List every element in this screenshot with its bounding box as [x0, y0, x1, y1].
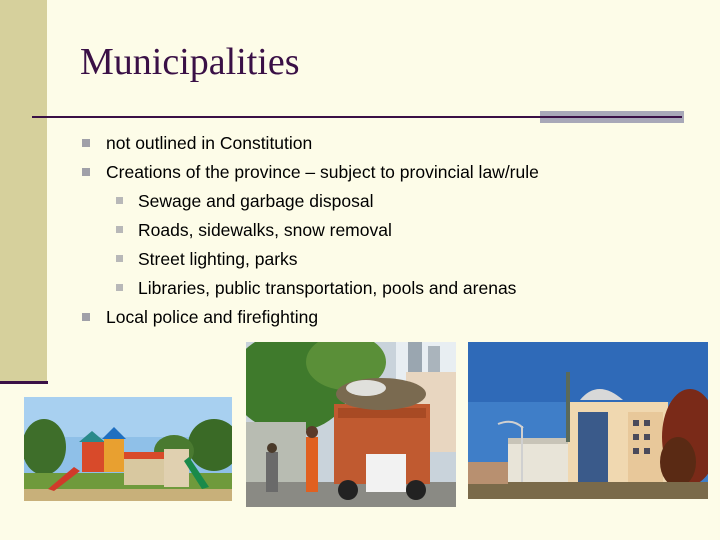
bullet-square-icon [116, 255, 123, 262]
playground-photo [24, 397, 232, 501]
left-accent-band [0, 0, 47, 384]
sub-bullet-item [82, 276, 539, 305]
bullet-text: Sewage and garbage disposal [138, 191, 374, 211]
bullet-square-icon [116, 226, 123, 233]
bullet-text: Libraries, public transportation, pools and arenas [138, 278, 517, 298]
bullet-text: Local police and firefighting [106, 307, 319, 327]
bullet-square-icon [82, 313, 90, 321]
bullet-square-icon [82, 139, 90, 147]
bullet-text: Roads, sidewalks, snow removal [138, 220, 392, 240]
sub-bullet-item [82, 247, 539, 276]
garbage-truck-photo [246, 342, 456, 507]
slide-title: Municipalities [80, 41, 300, 83]
title-rule [32, 116, 682, 118]
municipal-building-photo [468, 342, 708, 499]
bullet-list [82, 131, 539, 334]
sub-bullet-item [82, 218, 539, 247]
sub-bullet-item [82, 189, 539, 218]
bullet-text: not outlined in Constitution [106, 133, 313, 153]
left-accent-line [0, 381, 48, 384]
bullet-square-icon [116, 284, 123, 291]
bullet-item [82, 305, 539, 334]
bullet-item [82, 160, 539, 189]
bullet-item [82, 131, 539, 160]
bullet-square-icon [116, 197, 123, 204]
bullet-text: Creations of the province – subject to provincial law/rule [106, 162, 539, 182]
bullet-text: Street lighting, parks [138, 249, 298, 269]
bullet-square-icon [82, 168, 90, 176]
